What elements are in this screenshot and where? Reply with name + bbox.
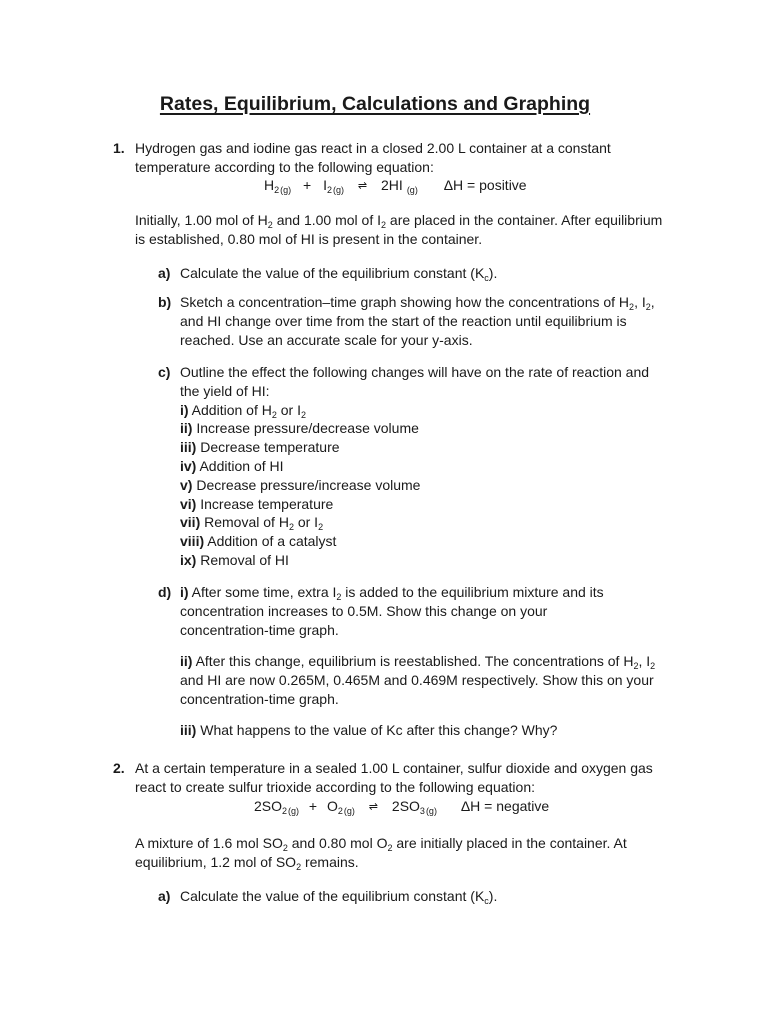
question-1-number: 1. [113,140,125,156]
eq1-r1-sub: 2 [274,185,280,195]
question-2-number: 2. [113,760,125,776]
q1d-ii-t2: , I [638,653,651,669]
q1c-vii-num: vii) [180,514,201,531]
q1d-ii-line2: and HI are now 0.265M, 0.465M and 0.469M respectively. Show this on your [180,671,654,688]
q2m-t2: and 0.80 mol O [287,835,388,851]
q1d-i-t2: is added to the equilibrium mixture and its [341,584,604,600]
q1-initial-line2: is established, 0.80 mol of HI is present in the container. [135,230,483,247]
q2m-t1: A mixture of 1.6 mol SO [135,835,283,851]
eq1-enthalpy: ΔH = positive [443,177,527,193]
q1-intro-line2: temperature according to the following equation: [135,158,434,175]
q1d-ii-sub1: 2 [633,661,639,671]
q1c-iii-num: iii) [180,439,197,456]
q1-part-d-label: d) [158,584,172,600]
q1c-v-num: v) [180,476,193,493]
eq2-enthalpy: ΔH = negative [460,798,550,814]
eq2-plus: + [308,798,318,814]
eq2-r1-sub: 2 [282,806,288,816]
q1c-i-t1: Addition of H [188,401,272,418]
q1-initial-t2: and 1.00 mol of I [272,212,381,228]
eq1-r2-sub: 2 [327,185,333,195]
q1c-i-t2: or I [276,401,301,418]
q1d-iii-t1: What happens to the value of Kc after this change? Why? [196,722,558,738]
q2m-sub1: 2 [282,843,288,853]
list-item [180,476,700,495]
q1c-iii-t1: Decrease temperature [196,439,340,456]
q1d-iii-line1 [180,721,700,740]
eq1-reactant1: H [264,177,275,193]
q1-part-c-label: c) [158,364,171,380]
q1-part-c-text [180,363,700,570]
q2-mixture-line1 [135,834,735,853]
q1-part-b-label: b) [158,294,172,310]
eq2-r1-state: (g) [288,806,300,816]
q1-part-b-text [180,293,700,349]
q2-part-a-label: a) [158,888,171,904]
q1c-i-sub2: 2 [300,409,306,420]
question-1-intro [135,139,695,177]
q1c-iv-num: iv) [180,457,197,474]
q2m-l2b: remains. [301,853,359,870]
q1-part-d-ii [180,652,740,708]
q1d-i-t1: After some time, extra I [188,584,337,600]
q1d-i-sub: 2 [336,592,342,602]
q1-part-a-text [180,264,497,283]
q2a-t1: Calculate the value of the equilibrium constant (K [180,888,485,904]
equilibrium-arrow-icon: ⇌ [357,180,368,192]
q1-initial-line1 [135,211,735,230]
q1c-vi-num: vi) [180,495,197,512]
q1c-ix-num: ix) [180,551,197,568]
eq1-r2-state: (g) [333,185,345,195]
q1c-vii-sub1: 2 [288,522,294,533]
q1d-ii-sub2: 2 [650,661,656,671]
q2m-sub2: 2 [387,843,393,853]
list-item [180,457,700,476]
eq1-p1-state: (g) [406,185,418,195]
q1d-i-line3: concentration-time graph. [180,621,339,638]
q1c-v-t1: Decrease pressure/increase volume [192,476,421,493]
q1d-ii-line1 [180,652,740,671]
q1b-line2: and HI change over time from the start of the reaction until equilibrium is [180,312,627,329]
q1b-sub1: 2 [629,302,635,312]
eq2-p1-state: (g) [425,806,437,816]
q1-initial-t3: are placed in the container. After equilibrium [386,212,663,228]
q2-equation [254,797,549,818]
q1c-vii-t1: Removal of H [200,514,289,531]
q1c-line1: Outline the effect the following changes will have on the rate of reaction and [180,364,650,380]
q1a-t1: Calculate the value of the equilibrium constant (K [180,265,485,281]
q2m-sub3: 2 [296,861,302,872]
page-title: Rates, Equilibrium, Calculations and Graphing [159,93,591,115]
q2m-l2a: equilibrium, 1.2 mol of SO [135,853,297,870]
q1d-i-line2: concentration increases to 0.5M. Show this change on your [180,602,548,619]
q1-initial-sub2: 2 [381,220,387,230]
q1b-t2: , I [634,294,646,310]
eq1-reactant2: I [323,177,327,193]
q1c-i-num: i) [180,401,189,418]
q1d-ii-line3: concentration-time graph. [180,690,339,707]
q1-part-d-i [180,583,720,639]
q1c-viii-num: viii) [180,533,205,550]
eq2-p1-sub: 3 [419,806,425,816]
equilibrium-arrow-icon: ⇌ [368,801,379,813]
q1d-i-line1 [180,583,720,602]
q1c-i-sub1: 2 [271,409,277,420]
q2-intro-line1: At a certain temperature in a sealed 1.00 L container, sulfur dioxide and oxygen gas [135,760,653,776]
eq1-plus: + [303,177,312,193]
list-item [180,495,700,514]
q2a-sub: c [484,896,489,906]
list-item [180,513,700,532]
q1-intro-line1: Hydrogen gas and iodine gas react in a closed 2.00 L container at a constant [135,140,611,156]
list-item [180,551,700,570]
q1d-ii-num: ii) [180,653,193,669]
q1c-line2: the yield of HI: [180,382,270,399]
q1b-t3: , [650,294,655,310]
q1b-line3: reached. Use an accurate scale for your y-axis. [180,331,473,348]
list-item [180,401,700,420]
eq1-r1-state: (g) [280,185,292,195]
q2m-t3: are initially placed in the container. At [392,835,627,851]
q2-intro-line2: react to create sulfur trioxide according to the following equation: [135,778,536,795]
q1d-ii-t1: After this change, equilibrium is reestablished. The concentrations of H [192,653,634,669]
eq2-r2-state: (g) [343,806,355,816]
q1c-ii-num: ii) [180,420,193,437]
list-item [180,532,700,551]
q2-mixture-line2 [135,853,735,872]
q1c-iv-t1: Addition of HI [196,457,284,474]
q1-initial-conditions [135,211,735,249]
q1c-vi-t1: Increase temperature [196,495,334,512]
q1c-viii-t1: Addition of a catalyst [204,533,337,550]
q1c-vii-t2: or I [293,514,319,531]
q1a-t2: ). [488,265,498,281]
q2-part-a-text [180,887,497,906]
eq2-reactant2: O [327,798,338,814]
question-2-intro [135,759,715,797]
q2a-t2: ). [488,888,498,904]
q1c-vii-sub2: 2 [318,522,324,533]
q1c-ii-t1: Increase pressure/decrease volume [192,420,419,437]
list-item [180,438,700,457]
q1-part-a-label: a) [158,265,171,281]
q1a-sub: c [484,273,489,283]
q1d-iii-num: iii) [180,722,197,738]
q1-equation [264,176,527,197]
q1c-ix-t1: Removal of HI [196,551,289,568]
q1b-line1 [180,293,700,312]
q1-part-d-iii [180,721,700,740]
q1b-sub2: 2 [645,302,651,312]
q1-initial-sub1: 2 [267,220,273,230]
eq2-r2-sub: 2 [337,806,343,816]
q1b-t1: Sketch a concentration–time graph showing how the concentrations of H [180,294,630,310]
q2-mixture [135,834,735,872]
eq1-product: 2HI [381,177,403,193]
q1-initial-t1: Initially, 1.00 mol of H [135,212,268,228]
eq2-product: 2SO [391,798,420,814]
q1d-i-num: i) [180,584,189,600]
list-item [180,419,700,438]
eq2-reactant1: 2SO [254,798,283,814]
